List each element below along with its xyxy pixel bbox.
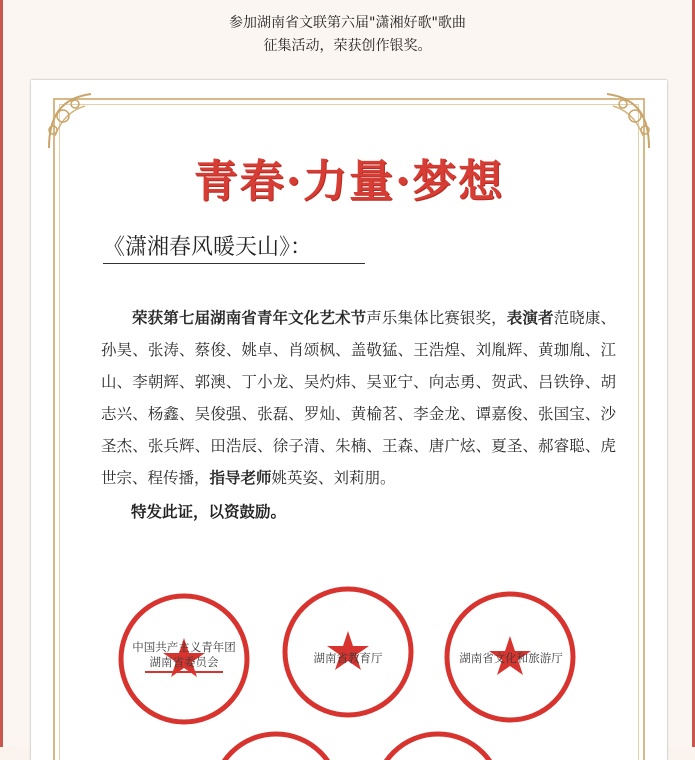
award-category: 声乐集体比赛银奖， <box>366 309 507 327</box>
performers-label: 表演者 <box>506 308 554 327</box>
seal-partial-left-icon <box>209 730 343 760</box>
certificate-heading: 青春·力量·梦想 <box>193 156 505 207</box>
seal-label-culture-tourism-dept: 湖南省文化和旅游厅 <box>459 651 563 665</box>
advisor-list: 姚英姿、刘莉朋。 <box>271 469 396 487</box>
performers-list: 范晓康、孙昊、张涛、蔡俊、姚卓、肖颂枫、盖敬猛、王浩煌、刘胤辉、黄珈胤、江山、李朝辉、郭澳、丁小龙、吴灼炜、吴亚宁、向志勇、贺武、吕铁铮、胡志兴、杨鑫、吴俊强、张磊、罗灿、黄榆茗、李金龙、谭嘉俊、张国宝、沙圣杰、张兵辉、田浩辰、徐子清、朱楠、王森、唐广炫、夏圣、郝睿聪、虎世宗、程传播， <box>101 309 616 487</box>
seal-label-youth-league: 中国共产主义青年团湖南省委员会 <box>132 640 236 669</box>
work-title: 《潇湘春风暖天山》： <box>103 230 365 264</box>
caption <box>3 12 692 58</box>
certificate-image <box>31 80 667 760</box>
caption-line-2: 征集活动，荣获创作银奖。 <box>263 38 432 54</box>
seal-partial-right-icon <box>371 730 505 760</box>
award-text <box>101 302 616 494</box>
advisor-label: 指导老师 <box>209 468 272 487</box>
seal-label-education-dept: 湖南省教育厅 <box>313 651 383 665</box>
award-lead: 荣获第七届湖南省青年文化艺术节 <box>132 308 367 327</box>
caption-line-1: 参加湖南省文联第六届"潇湘好歌"歌曲 <box>229 15 466 31</box>
closing-text: 特发此证，以资鼓励。 <box>131 502 287 521</box>
